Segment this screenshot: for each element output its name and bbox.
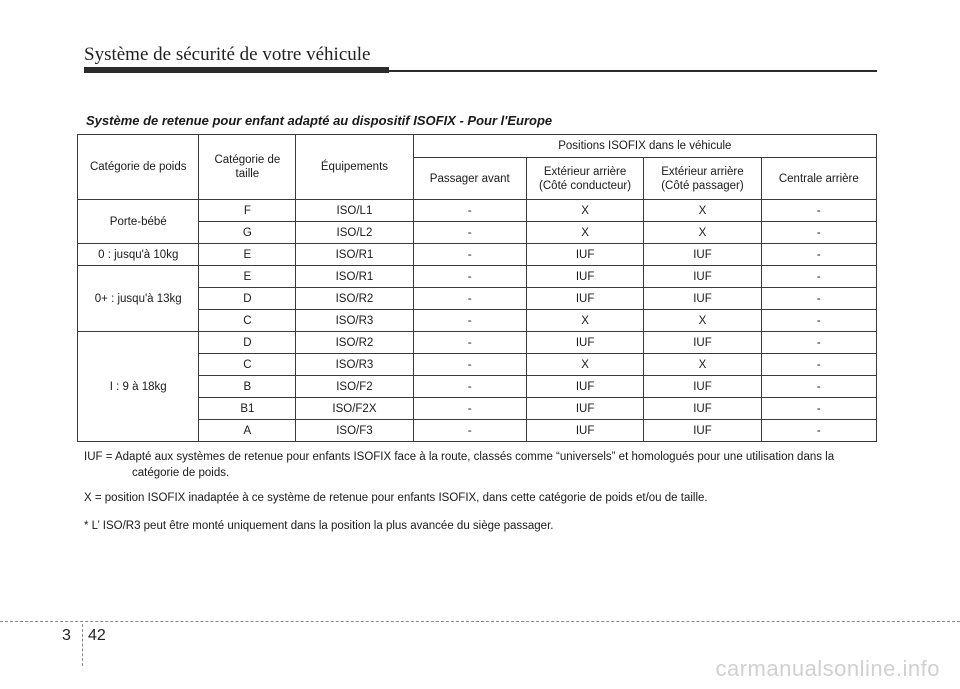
- group-label: I : 9 à 18kg: [78, 332, 199, 442]
- footer-rule: [0, 621, 960, 622]
- cell-passager-avant: -: [413, 266, 526, 288]
- cell-ext-passager: IUF: [644, 398, 761, 420]
- cell-equip: ISO/F2: [296, 376, 413, 398]
- table-row: [78, 266, 877, 288]
- cell-taille: C: [199, 354, 296, 376]
- cell-ext-passager: X: [644, 222, 761, 244]
- cell-centrale: -: [761, 200, 876, 222]
- page-chapter: 3: [62, 627, 71, 644]
- isofix-table: [77, 134, 877, 442]
- cell-taille: B1: [199, 398, 296, 420]
- cell-centrale: -: [761, 222, 876, 244]
- cell-passager-avant: -: [413, 354, 526, 376]
- cell-passager-avant: -: [413, 420, 526, 442]
- cell-taille: B: [199, 376, 296, 398]
- header-passager-avant: Passager avant: [413, 158, 526, 200]
- header-positions-group: Positions ISOFIX dans le véhicule: [413, 135, 876, 158]
- header-equipements: Équipements: [296, 135, 413, 200]
- cell-taille: F: [199, 200, 296, 222]
- table-row: [78, 332, 877, 354]
- cell-passager-avant: -: [413, 332, 526, 354]
- cell-passager-avant: -: [413, 222, 526, 244]
- header-ext-passager-line2: (Côté passager): [661, 179, 744, 192]
- cell-ext-conducteur: IUF: [526, 398, 643, 420]
- cell-passager-avant: -: [413, 244, 526, 266]
- cell-ext-passager: IUF: [644, 420, 761, 442]
- cell-passager-avant: -: [413, 310, 526, 332]
- cell-equip: ISO/R3: [296, 354, 413, 376]
- cell-taille: D: [199, 332, 296, 354]
- cell-passager-avant: -: [413, 398, 526, 420]
- page-divider: [82, 624, 83, 666]
- header-ext-passager: [644, 158, 761, 200]
- cell-ext-passager: X: [644, 310, 761, 332]
- note-x: X = position ISOFIX inadaptée à ce système de retenue pour enfants ISOFIX, dans cette catégorie de poids et/ou de taille.: [84, 492, 708, 504]
- cell-passager-avant: -: [413, 288, 526, 310]
- cell-equip: ISO/F2X: [296, 398, 413, 420]
- cell-ext-conducteur: IUF: [526, 266, 643, 288]
- cell-centrale: -: [761, 288, 876, 310]
- note-iuf: IUF = Adapté aux systèmes de retenue pour enfants ISOFIX face à la route, classés comme “universels” et homologués pour une utilisation dans la catégorie de poids.: [84, 451, 835, 479]
- page-number: 42: [88, 627, 106, 644]
- header-taille: Catégorie de taille: [199, 135, 296, 200]
- cell-equip: ISO/L1: [296, 200, 413, 222]
- header-ext-conducteur-line2: (Côté conducteur): [539, 179, 632, 192]
- cell-ext-conducteur: IUF: [526, 244, 643, 266]
- notes: [84, 449, 879, 534]
- cell-taille: E: [199, 244, 296, 266]
- cell-equip: ISO/R2: [296, 288, 413, 310]
- cell-centrale: -: [761, 354, 876, 376]
- cell-ext-passager: IUF: [644, 376, 761, 398]
- header-centrale: Centrale arrière: [761, 158, 876, 200]
- note-iso-r3: * L’ ISO/R3 peut être monté uniquement dans la position la plus avancée du siège passager.: [84, 520, 554, 532]
- cell-equip: ISO/F3: [296, 420, 413, 442]
- cell-ext-passager: IUF: [644, 244, 761, 266]
- cell-equip: ISO/R1: [296, 244, 413, 266]
- header-ext-conducteur-line1: Extérieur arrière: [543, 165, 627, 178]
- cell-centrale: -: [761, 310, 876, 332]
- cell-ext-conducteur: X: [526, 222, 643, 244]
- cell-ext-conducteur: IUF: [526, 420, 643, 442]
- cell-taille: A: [199, 420, 296, 442]
- header-rule-thick: [84, 67, 389, 73]
- cell-ext-conducteur: X: [526, 354, 643, 376]
- cell-ext-passager: IUF: [644, 288, 761, 310]
- cell-ext-conducteur: IUF: [526, 376, 643, 398]
- cell-ext-passager: X: [644, 200, 761, 222]
- cell-taille: G: [199, 222, 296, 244]
- watermark: carmanualsonline.info: [715, 656, 940, 681]
- cell-passager-avant: -: [413, 200, 526, 222]
- cell-centrale: -: [761, 244, 876, 266]
- cell-equip: ISO/L2: [296, 222, 413, 244]
- cell-ext-conducteur: IUF: [526, 288, 643, 310]
- cell-taille: D: [199, 288, 296, 310]
- table-row: [78, 200, 877, 222]
- section-title: Système de retenue pour enfant adapté au dispositif ISOFIX - Pour l'Europe: [86, 113, 553, 128]
- cell-equip: ISO/R3: [296, 310, 413, 332]
- cell-passager-avant: -: [413, 376, 526, 398]
- cell-equip: ISO/R2: [296, 332, 413, 354]
- header-ext-conducteur: [526, 158, 643, 200]
- cell-centrale: -: [761, 420, 876, 442]
- header-rule-thin: [389, 70, 877, 72]
- group-label: 0+ : jusqu'à 13kg: [78, 266, 199, 332]
- cell-taille: C: [199, 310, 296, 332]
- table-row: [78, 244, 877, 266]
- cell-centrale: -: [761, 376, 876, 398]
- cell-equip: ISO/R1: [296, 266, 413, 288]
- header-title: Système de sécurité de votre véhicule: [84, 44, 371, 65]
- cell-ext-conducteur: X: [526, 200, 643, 222]
- cell-ext-passager: IUF: [644, 332, 761, 354]
- group-label: 0 : jusqu'à 10kg: [78, 244, 199, 266]
- cell-centrale: -: [761, 332, 876, 354]
- group-label: Porte-bébé: [78, 200, 199, 244]
- header-ext-passager-line1: Extérieur arrière: [661, 165, 744, 178]
- cell-ext-passager: IUF: [644, 266, 761, 288]
- cell-centrale: -: [761, 266, 876, 288]
- cell-taille: E: [199, 266, 296, 288]
- cell-centrale: -: [761, 398, 876, 420]
- cell-ext-conducteur: IUF: [526, 332, 643, 354]
- cell-ext-conducteur: X: [526, 310, 643, 332]
- cell-ext-passager: X: [644, 354, 761, 376]
- header-poids: Catégorie de poids: [78, 135, 199, 200]
